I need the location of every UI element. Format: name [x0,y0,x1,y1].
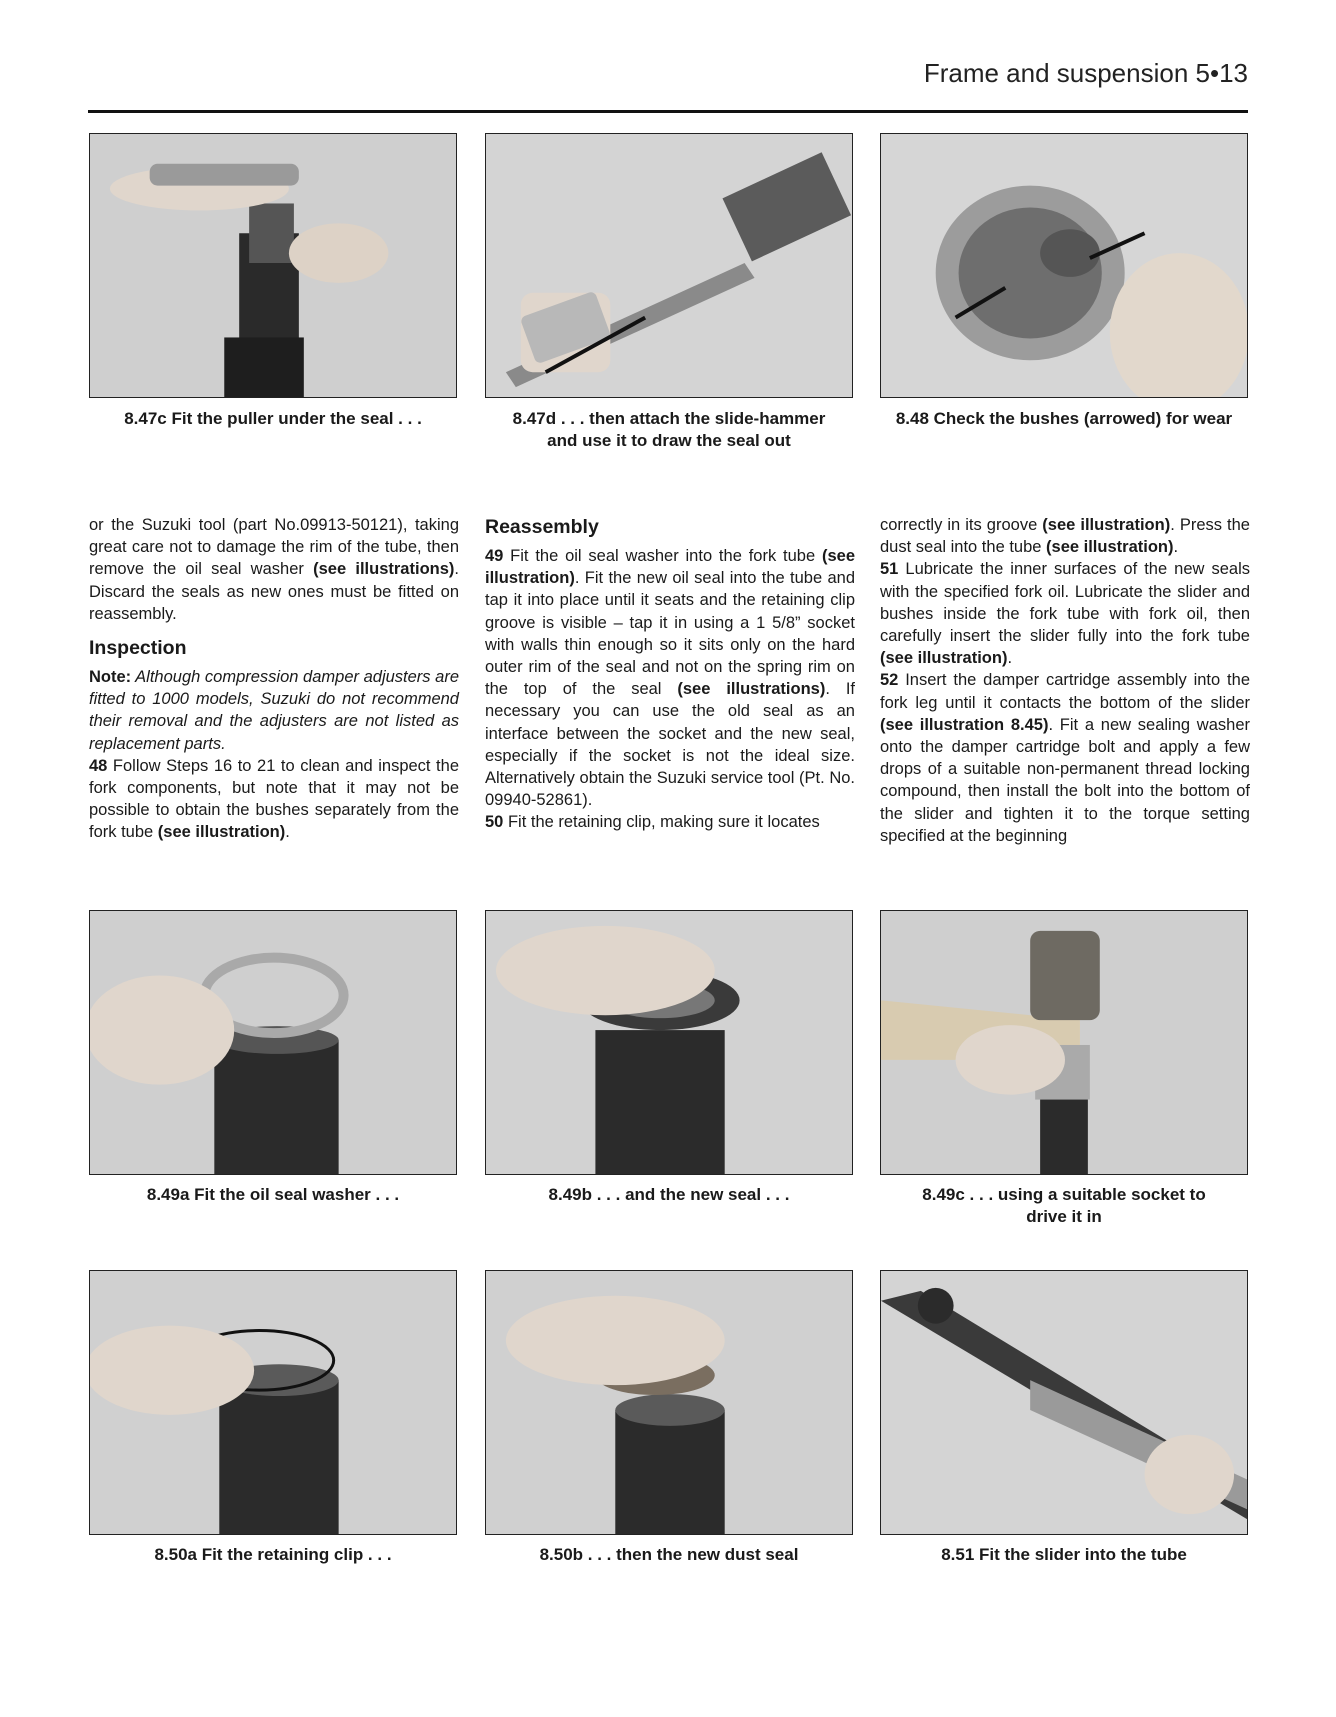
caption-8-47d: 8.47d . . . then attach the slide-hammer and use it to draw the seal out [512,409,826,450]
step-51: 51 Lubricate the inner surfaces of the new seals with the specified fork oil. Lubricate the slider and bushes inside the fork tube with fork oil, then carefully insert the slider fully into the fork tube (see illustration). [880,560,1250,668]
photo-8-51 [880,1270,1248,1535]
photo-8-48 [880,133,1248,398]
photo-8-49a [89,910,457,1175]
text-column-3 [880,514,1250,847]
photo-8-47c [89,133,457,398]
page-header [88,58,1248,114]
paragraph: or the Suzuki tool (part No.09913-50121), taking great care not to damage the rim of the tube, then remove the oil seal washer (see illustrations). Discard the seals as new ones must be fitted on reassembly. [89,516,459,623]
page-header-title: Frame and suspension 5•13 [923,58,1248,88]
caption-8-48: 8.48 Check the bushes (arrowed) for wear [895,409,1233,428]
photo-8-49b [485,910,853,1175]
caption-8-49b: 8.49b . . . and the new seal . . . [548,1185,790,1204]
note-paragraph: Note: Although compression damper adjusters are fitted to 1000 models, Suzuki do not recommend their removal and the adjusters are not listed as replacement parts. [89,668,459,753]
photo-8-50a [89,1270,457,1535]
heading-inspection: Inspection [89,637,187,660]
paragraph: correctly in its groove (see illustration). Press the dust seal into the tube (see illustration). [880,516,1250,557]
header-rule [88,110,1248,113]
photo-8-49c [880,910,1248,1175]
caption-8-51: 8.51 Fit the slider into the tube [941,1545,1187,1564]
step-48: 48 Follow Steps 16 to 21 to clean and inspect the fork components, but note that it may not be possible to obtain the bushes separately from the fork tube (see illustration). [89,756,459,842]
step-50: 50 Fit the retaining clip, making sure it locates [485,813,820,832]
caption-8-47c: 8.47c Fit the puller under the seal . . . [124,409,422,428]
text-column-1 [89,514,459,844]
caption-8-49a: 8.49a Fit the oil seal washer . . . [146,1185,400,1204]
step-52: 52 Insert the damper cartridge assembly into the fork leg until it contacts the bottom of the slider (see illustration 8.45). Fit a new sealing washer onto the damper cartridge bolt and apply a few drops of a suitable non-permanent thread locking compound, then install the bolt into the bottom of the slider and tighten it to the torque setting specified at the beginning [880,671,1250,845]
caption-8-50b: 8.50b . . . then the new dust seal [539,1545,799,1564]
caption-8-49c: 8.49c . . . using a suitable socket to drive it in [922,1185,1206,1226]
step-49: 49 Fit the oil seal washer into the fork tube (see illustration). Fit the new oil seal into the tube and tap it into place until it seats and the retaining clip groove is visible – tap it in using a 1 5/8” socket with walls thin enough so it sits only on the hard outer rim of the seal and not on the spring rim on the top of the seal (see illustrations). If necessary you can use the old seal as an interface between the socket and the new seal, especially if the socket is not the ideal size. Alternatively obtain the Suzuki service tool (Pt. No. 09940-52861). [485,547,856,810]
photo-8-47d [485,133,853,398]
photo-8-50b [485,1270,853,1535]
caption-8-50a: 8.50a Fit the retaining clip . . . [154,1545,392,1564]
text-column-2 [485,514,855,834]
heading-reassembly: Reassembly [485,516,599,538]
